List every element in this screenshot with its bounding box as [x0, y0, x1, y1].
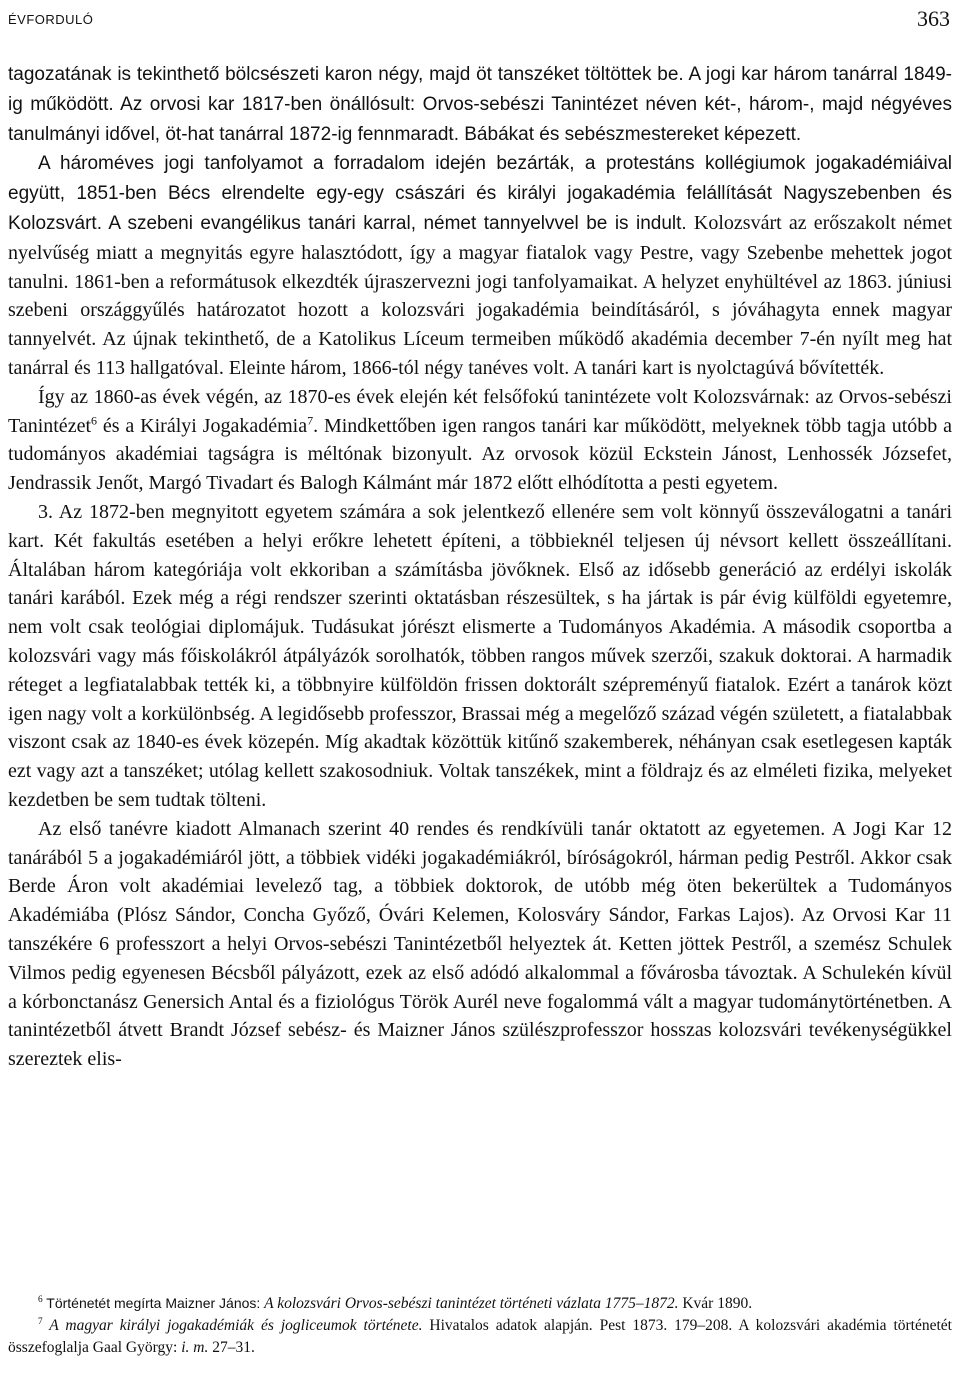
- paragraph: [8, 60, 952, 149]
- footnote-number: 7: [38, 1316, 43, 1327]
- footnote-ref[interactable]: 6: [91, 412, 97, 427]
- paragraph-text: Így az 1860-as évek végén, az 1870-es évek elején két felsőfokú tanintézete volt Kolozsvárnak: az Orvos-sebészi Tanintézet: [8, 385, 952, 437]
- paragraph: [8, 383, 952, 498]
- footnote-abbrev: i. m.: [181, 1339, 209, 1356]
- footnote-text: 27–31.: [208, 1339, 255, 1356]
- running-head: ÉVFORDULÓ: [8, 12, 94, 27]
- footnote-number: 6: [38, 1294, 43, 1305]
- paragraph-text: 3. Az 1872-ben megnyitott egyetem számára a sok jelentkező ellenére sem volt könnyű összeválogatni a tanári kart. Két fakultás esetében a helyi erőkre lehetett építeni, a többieknél teljesen új névsort kellett összeállítani. Általában három kategóriája volt ekkoriban a számításba jövőknek. Első az idősebb generáció az erdélyi iskolák tanári karából. Ezek még a régi rendszer szerinti oktatásban részesültek, s ha jártak is pár évig külföldi egyetemre, nem volt csak teológiai diplomájuk. Tudásukat jórészt elismerte a Tudományos Akadémia. A második csoportba a kolozsvári vagy más főiskolákról átpályázók sorolhatók, többen rangos művek szerzői, szakuk doktorai. A harmadik réteget a legfiatalabbak tették ki, a többnyire külföldön frissen doktorált szépreményű fiatalok. Ezért a tanárok közt igen nagy volt a korkülönbség. A legidősebb professzor, Brassai még a megelőző század végén született, a fiatalabbak viszont csak az 1840-es évek közepén. Míg akadtak közöttük kitűnő szakemberek, néhányan csak esetlegesen kapták ezt vagy azt a tanszéket; utólag kellett szakosodniuk. Voltak tanszékek, mint a földrajz és az elméleti fizika, melyeket kezdetben be sem tudtak tölteni.: [8, 500, 952, 811]
- page-number: 363: [917, 6, 950, 31]
- paragraph-text: és a Királyi Jogakadémia: [97, 414, 308, 437]
- paragraph: [8, 149, 952, 382]
- footnote-6: [8, 1292, 952, 1315]
- paragraph-text: Az első tanévre kiadott Almanach szerint 40 rendes és rendkívüli tanár oktatott az egyetemen. A Jogi Kar 12 tanárából 5 a jogakadémiáról jött, a többiek vidéki jogakadémiákról, bíróságokról, hárman pedig Pestről. Akkor csak Berde Áron volt akadémiai levelező tag, a többiek doktorok, de utóbb még öten bekerültek a Tudományos Akadémiába (Plósz Sándor, Concha Győző, Óvári Kelemen, Kolosváry Sándor, Farkas Lajos). Az Orvosi Kar 11 tanszékére 6 professzort a helyi Orvos-sebészi Tanintézetből helyeztek át. Ketten jöttek Pestről, a szemész Schulek Vilmos pedig egyenesen Bécsből pályázott, ezek az első adódó alkalommal a fővárosba távoztak. A Schulekén kívül a kórbonctanász Genersich Antal és a fiziológus Török Aurél neve fogalommá vált a magyar tudománytörténetben. A tanintézetből átvett Brandt József sebész- és Maizner János szülészprofesszor hosszas kolozsvári tevékenységükkel szereztek elis-: [8, 817, 952, 1071]
- body-text: [8, 60, 952, 1074]
- paragraph-text: Kolozsvárt az erőszakolt német nyelvűség miatt a megnyitás egyre halasztódott, így a magyar fiatalok vagy Pestre, vagy Szebenbe mehettek jogot tanulni. 1861-ben a reformátusok elkezdték újraszervezni jogi tanfolyamaikat. A helyzet enyhültével az 1863. júniusi szebeni országgyűlés határozatot hozott a kolozsvári jogakadémia beindításáról, s jóváhagyta ennek magyar tannyelvét. Az újnak tekinthető, de a Katolikus Líceum termeiben működő akadémia december 7-én nyílt meg hat tanárral és 113 hallgatóval. Eleinte három, 1866-tól négy tanéves volt. A tanári kart is nyolctagúvá bővítették.: [8, 211, 953, 379]
- footnotes: [8, 1292, 952, 1359]
- page-header: [8, 6, 950, 38]
- footnote-title: A kolozsvári Orvos-sebészi tanintézet történeti vázlata 1775–1872.: [264, 1295, 679, 1312]
- paragraph-text: . Mindkettőben igen rangos tanári kar működött, melyeknek több tagja utóbb a tudományos akadémiai tagságra is méltónak bizonyult. Az orvosok közül Eckstein Jánost, Lenhossék Józsefet, Jendrassik Jenőt, Margó Tivadart és Balogh Kálmánt már 1872 előtt elhódította a pesti egyetem.: [8, 414, 953, 495]
- footnote-ref[interactable]: 7: [307, 412, 314, 427]
- footnote-text: Kvár 1890.: [678, 1295, 753, 1312]
- paragraph-text: tagozatának is tekinthető bölcsészeti karon négy, majd öt tanszéket töltöttek be. A jogi kar három tanárral 1849-ig működött. Az orvosi kar 1817-ben önállósult: Orvos-sebészi Tanintézet néven két-, három-, majd négyéves tanulmányi idővel, öt-hat tanárral 1872-ig fennmaradt. Bábákat és sebészmestereket képezett.: [8, 64, 952, 145]
- footnote-text: Történetét megírta Maizner János:: [42, 1295, 265, 1311]
- footnote-text: Hivatalos adatok alapján. Pest 1873. 179–208. A kolozsvári akadémia történetét összefoglalja Gaal György:: [8, 1317, 952, 1356]
- paragraph: [8, 815, 952, 1074]
- footnote-title: A magyar királyi jogakadémiák és jogliceumok története.: [42, 1317, 423, 1334]
- paragraph: [8, 498, 952, 815]
- footnote-7: [8, 1315, 952, 1359]
- paragraph-text: A hároméves jogi tanfolyamot a forradalom idején bezárták, a protestáns kollégiumok jogakadémiáival együtt, 1851-ben Bécs elrendelte egy-egy császári és királyi jogakadémia felállítását Nagyszebenben és Kolozsvárt. A szebeni evangélikus tanári karral, német tannyelvvel be is indult.: [8, 153, 952, 234]
